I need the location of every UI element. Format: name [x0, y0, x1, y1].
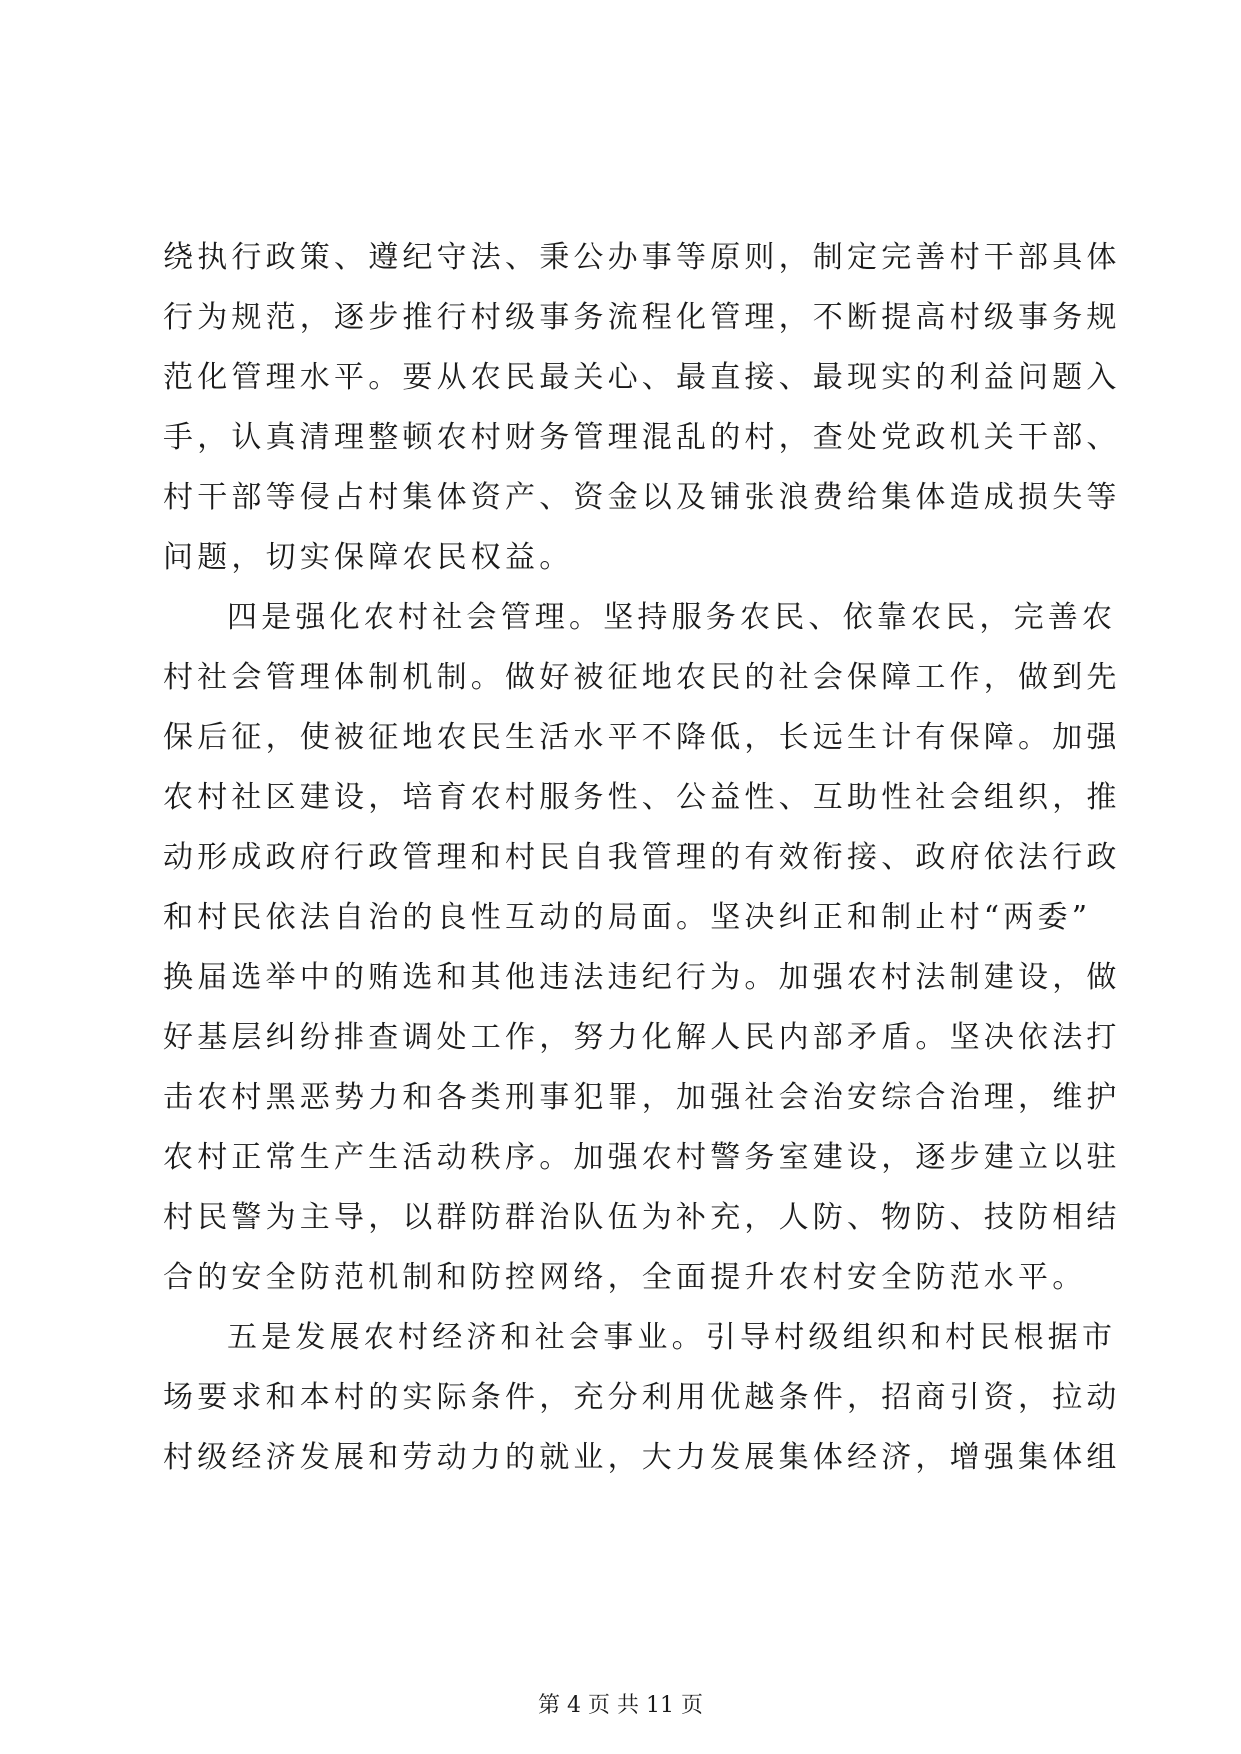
- text-line: 保后征，使被征地农民生活水平不降低，长远生计有保障。加强: [163, 720, 1121, 755]
- text-line: 场要求和本村的实际条件，充分利用优越条件，招商引资，拉动: [163, 1380, 1121, 1415]
- text-line: 和村民依法自治的良性互动的局面。坚决纠正和制止村“两委”: [163, 900, 1092, 935]
- text-line: 合的安全防范机制和防控网络，全面提升农村安全防范水平。: [163, 1260, 1087, 1295]
- text-line: 绕执行政策、遵纪守法、秉公办事等原则，制定完善村干部具体: [163, 240, 1121, 275]
- paragraph-start-line: 五是发展农村经济和社会事业。引导村级组织和村民根据市: [227, 1320, 1117, 1355]
- text-line: 动形成政府行政管理和村民自我管理的有效衔接、政府依法行政: [163, 840, 1121, 875]
- text-line: 范化管理水平。要从农民最关心、最直接、最现实的利益问题入: [163, 360, 1121, 395]
- page-number-footer: 第 4 页 共 11 页: [538, 1693, 703, 1718]
- text-line: 村社会管理体制机制。做好被征地农民的社会保障工作，做到先: [163, 660, 1121, 695]
- text-line: 行为规范，逐步推行村级事务流程化管理，不断提高村级事务规: [163, 300, 1121, 335]
- text-line: 农村正常生产生活动秩序。加强农村警务室建设，逐步建立以驻: [163, 1140, 1121, 1175]
- text-line: 好基层纠纷排查调处工作，努力化解人民内部矛盾。坚决依法打: [163, 1020, 1121, 1055]
- text-line: 手，认真清理整顿农村财务管理混乱的村，查处党政机关干部、: [163, 420, 1121, 455]
- text-line: 村干部等侵占村集体资产、资金以及铺张浪费给集体造成损失等: [163, 480, 1121, 515]
- paragraph-start-line: 四是强化农村社会管理。坚持服务农民、依靠农民，完善农: [227, 600, 1117, 635]
- text-line: 问题，切实保障农民权益。: [163, 540, 574, 575]
- text-line: 村级经济发展和劳动力的就业，大力发展集体经济，增强集体组: [163, 1440, 1121, 1475]
- document-body: [163, 228, 1121, 1488]
- text-line: 农村社区建设，培育农村服务性、公益性、互助性社会组织，推: [163, 780, 1121, 815]
- text-line: 村民警为主导，以群防群治队伍为补充，人防、物防、技防相结: [163, 1200, 1121, 1235]
- text-line: 击农村黑恶势力和各类刑事犯罪，加强社会治安综合治理，维护: [163, 1080, 1121, 1115]
- text-line: 换届选举中的贿选和其他违法违纪行为。加强农村法制建设，做: [163, 960, 1121, 995]
